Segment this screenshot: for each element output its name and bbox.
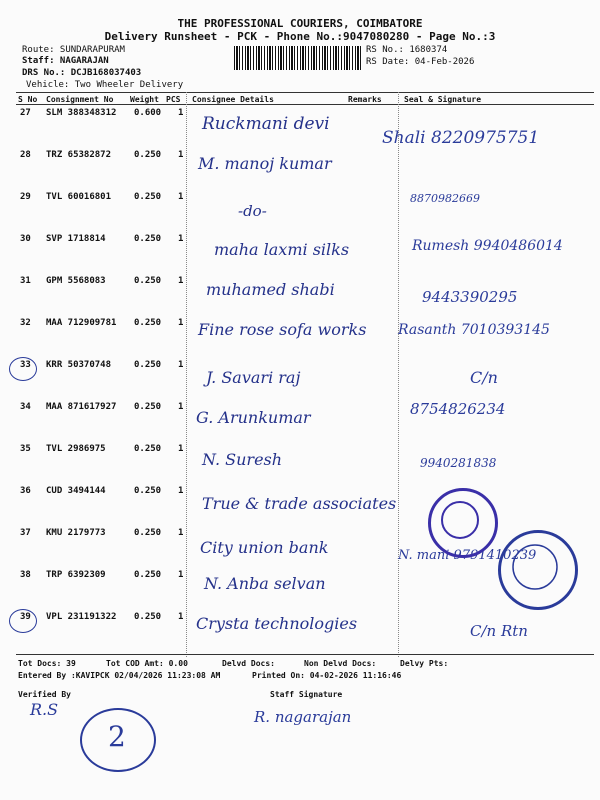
handwritten-signature: C/n <box>470 368 498 387</box>
circled-row-marker <box>9 357 37 381</box>
handwritten-signature: Rumesh 9940486014 <box>412 238 563 254</box>
row-weight: 0.600 <box>134 108 162 118</box>
handwritten-consignee: City union bank <box>200 538 329 557</box>
handwritten-signature: C/n Rtn <box>470 622 528 640</box>
col-pcs: PCS <box>166 95 181 104</box>
delivered-docs: Delvd Docs: <box>222 659 275 668</box>
row-consignment: CUD 3494144 <box>46 486 106 496</box>
row-sno: 36 <box>20 486 31 496</box>
handwritten-signature: Rasanth 7010393145 <box>398 322 550 338</box>
row-sno: 32 <box>20 318 31 328</box>
handwritten-signature: N. mani 9791410239 <box>398 548 537 563</box>
row-consignment: GPM 5568083 <box>46 276 106 286</box>
row-weight: 0.250 <box>134 402 162 412</box>
handwritten-consignee: M. manoj kumar <box>198 154 332 173</box>
row-consignment: MAA 712909781 <box>46 318 117 328</box>
col-remarks: Remarks <box>348 95 382 104</box>
row-sno: 34 <box>20 402 31 412</box>
row-pcs: 1 <box>178 444 184 454</box>
circled-row-marker <box>9 609 37 633</box>
row-weight: 0.250 <box>134 570 162 580</box>
handwritten-consignee: muhamed shabi <box>206 280 335 299</box>
col-weight: Weight <box>130 95 159 104</box>
rs-number: RS No.: 1680374 <box>366 45 448 55</box>
handwritten-consignee: Ruckmani devi <box>202 114 330 134</box>
row-sno: 30 <box>20 234 31 244</box>
handwritten-signature: 9443390295 <box>422 288 518 306</box>
verified-by-label: Verified By <box>18 690 71 699</box>
row-consignment: TRP 6392309 <box>46 570 106 580</box>
row-sno: 27 <box>20 108 31 118</box>
handwritten-consignee: maha laxmi silks <box>214 240 350 259</box>
row-consignment: TVL 2986975 <box>46 444 106 454</box>
barcode <box>234 46 362 70</box>
circled-number <box>80 708 156 772</box>
row-consignment: MAA 871617927 <box>46 402 117 412</box>
row-pcs: 1 <box>178 234 184 244</box>
handwritten-consignee: -do- <box>238 202 267 220</box>
handwritten-consignee: True & trade associates <box>202 494 397 513</box>
row-weight: 0.250 <box>134 234 162 244</box>
table-row <box>16 188 594 228</box>
delivery-points: Delvy Pts: <box>400 659 449 668</box>
non-delivered-docs: Non Delvd Docs: <box>304 659 377 668</box>
handwritten-consignee: J. Savari raj <box>206 368 301 387</box>
row-consignment: TRZ 65382872 <box>46 150 112 160</box>
handwritten-consignee: N. Suresh <box>202 450 283 469</box>
row-weight: 0.250 <box>134 192 162 202</box>
row-sno: 33 <box>20 360 31 370</box>
footer-rule <box>16 654 594 655</box>
handwritten-consignee: N. Anba selvan <box>204 574 326 593</box>
row-sno: 39 <box>20 612 31 622</box>
total-cod-amount: Tot COD Amt: 0.00 <box>106 659 188 668</box>
row-consignment: SLM 388348312 <box>46 108 117 118</box>
row-pcs: 1 <box>178 108 184 118</box>
handwritten-consignee: G. Arunkumar <box>196 408 311 427</box>
row-pcs: 1 <box>178 402 184 412</box>
row-pcs: 1 <box>178 486 184 496</box>
row-pcs: 1 <box>178 318 184 328</box>
row-weight: 0.250 <box>134 528 162 538</box>
route-label: Route: SUNDARAPURAM <box>22 45 125 55</box>
handwritten-consignee: Fine rose sofa works <box>198 320 367 339</box>
staff-signature: R. nagarajan <box>254 708 352 726</box>
handwritten-signature: 8754826234 <box>410 400 506 418</box>
staff-signature-label: Staff Signature <box>270 690 343 699</box>
row-consignment: SVP 1718814 <box>46 234 106 244</box>
company-name: THE PROFESSIONAL COURIERS, COIMBATORE <box>177 17 423 30</box>
row-sno: 35 <box>20 444 31 454</box>
row-weight: 0.250 <box>134 318 162 328</box>
row-sno: 31 <box>20 276 31 286</box>
row-weight: 0.250 <box>134 360 162 370</box>
bank-seal-stamp <box>498 530 578 610</box>
row-weight: 0.250 <box>134 612 162 622</box>
col-consignment: Consignment No <box>46 95 114 104</box>
handwritten-signature: 9940281838 <box>420 456 497 470</box>
vehicle-label: Vehicle: Two Wheeler Delivery <box>26 80 184 90</box>
row-consignment: TVL 60016801 <box>46 192 112 202</box>
table-row <box>16 356 594 396</box>
row-sno: 28 <box>20 150 31 160</box>
row-consignment: KMU 2179773 <box>46 528 106 538</box>
printed-on: Printed On: 04-02-2026 11:16:46 <box>252 671 402 680</box>
row-pcs: 1 <box>178 528 184 538</box>
row-pcs: 1 <box>178 612 184 622</box>
row-consignment: KRR 50370748 <box>46 360 112 370</box>
handwritten-signature: 8870982669 <box>410 192 480 205</box>
row-sno: 29 <box>20 192 31 202</box>
col-seal: Seal & Signature <box>404 95 482 104</box>
total-docs: Tot Docs: 39 <box>18 659 76 668</box>
col-sno: S No <box>18 95 38 104</box>
row-sno: 38 <box>20 570 31 580</box>
header-top-rule <box>16 92 594 93</box>
verifier-signature: R.S <box>30 700 59 719</box>
rs-date: RS Date: 04-Feb-2026 <box>366 57 475 67</box>
row-pcs: 1 <box>178 276 184 286</box>
circled-number-text: 2 <box>108 720 126 753</box>
row-pcs: 1 <box>178 192 184 202</box>
row-pcs: 1 <box>178 360 184 370</box>
col-consignee: Consignee Details <box>192 95 274 104</box>
row-weight: 0.250 <box>134 444 162 454</box>
entered-by: Entered By :KAVIPCK 02/04/2026 11:23:08 AM <box>18 671 221 680</box>
row-weight: 0.250 <box>134 276 162 286</box>
company-seal-stamp <box>428 488 498 558</box>
table-row <box>16 440 594 480</box>
row-weight: 0.250 <box>134 150 162 160</box>
staff-label: Staff: NAGARAJAN <box>22 56 109 66</box>
row-sno: 37 <box>20 528 31 538</box>
row-pcs: 1 <box>178 570 184 580</box>
row-consignment: VPL 231191322 <box>46 612 117 622</box>
row-weight: 0.250 <box>134 486 162 496</box>
handwritten-signature: Shali 8220975751 <box>382 128 540 148</box>
row-pcs: 1 <box>178 150 184 160</box>
runsheet-title: Delivery Runsheet - PCK - Phone No.:9047080280 - Page No.:3 <box>104 30 496 43</box>
handwritten-consignee: Crysta technologies <box>196 614 358 633</box>
drs-number: DRS No.: DCJB168037403 <box>22 68 142 78</box>
